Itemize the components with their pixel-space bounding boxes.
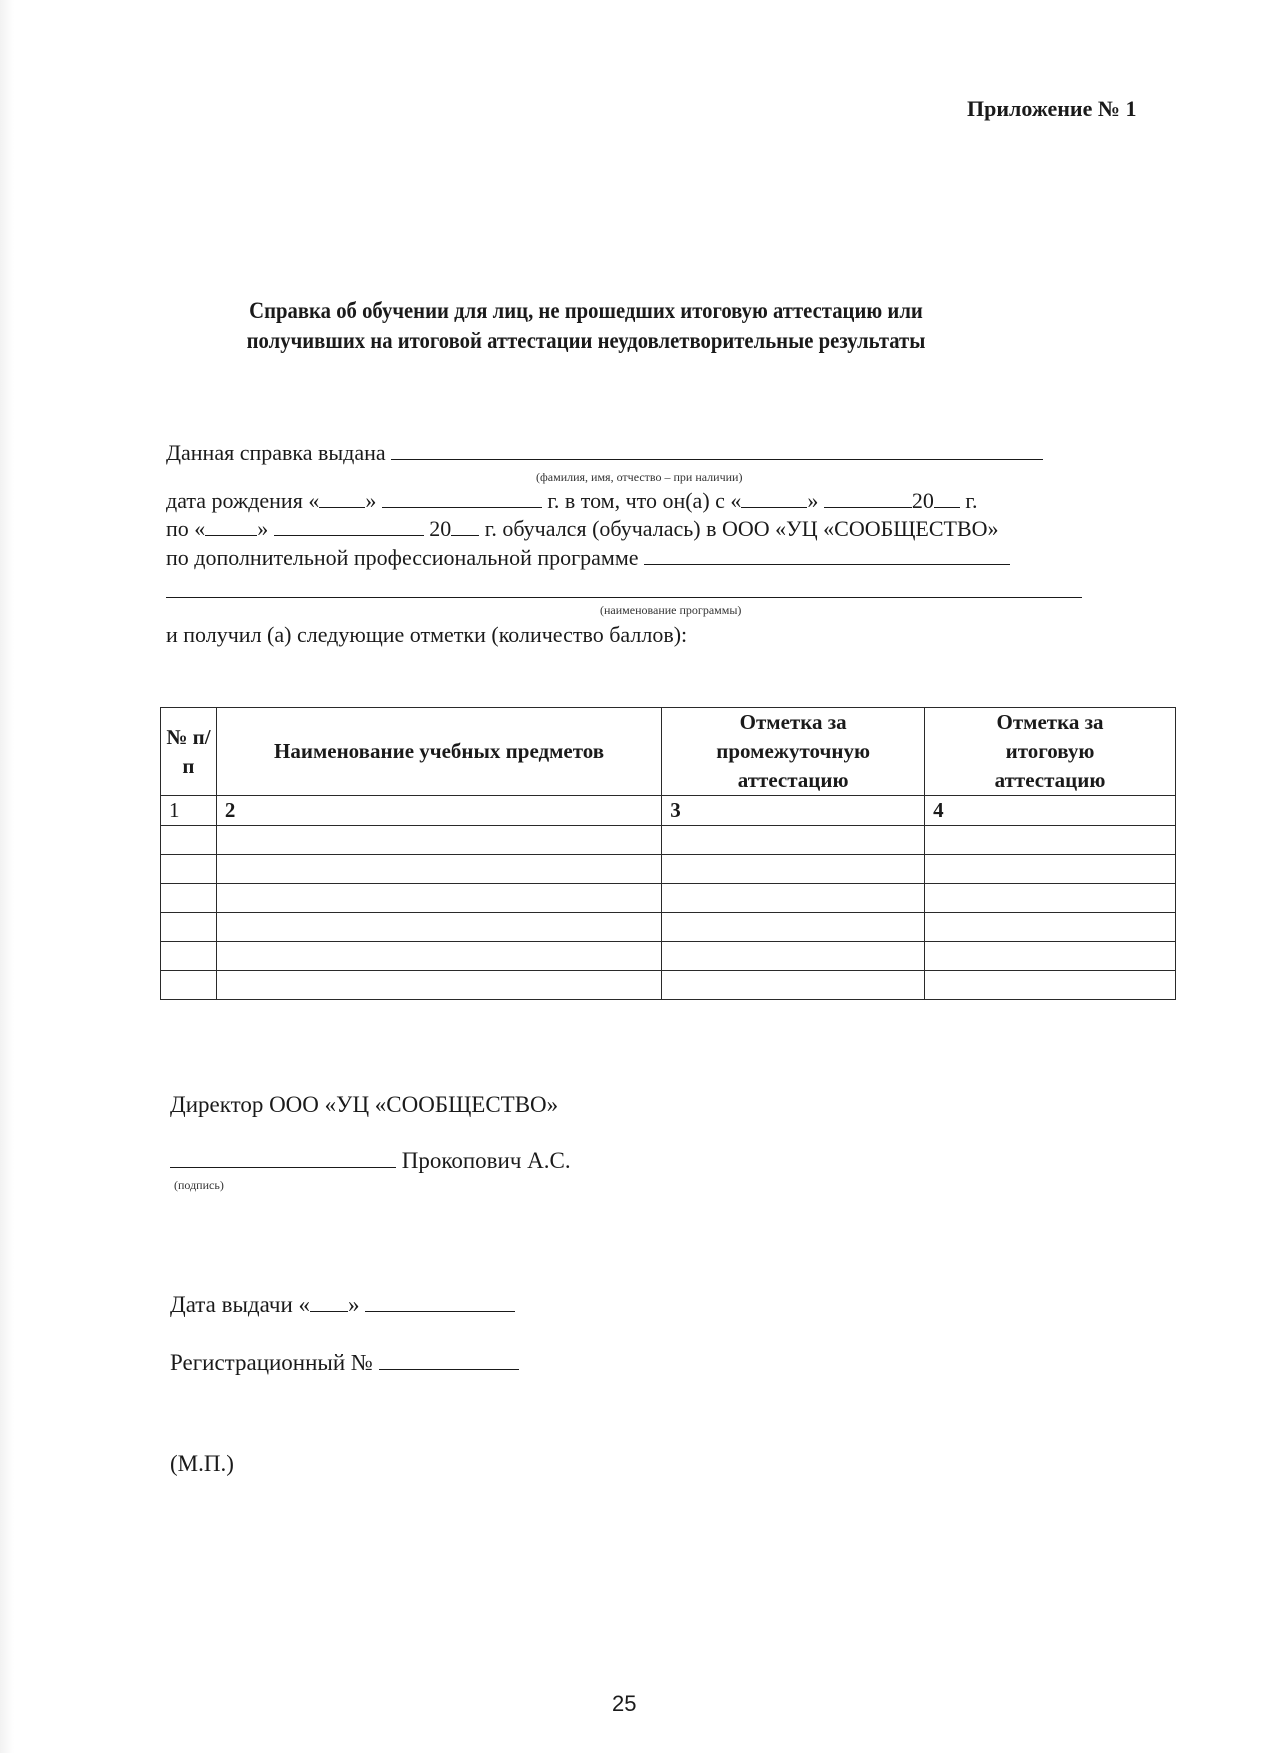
start-day-field[interactable]: [741, 489, 807, 508]
program-line: [166, 545, 1010, 571]
end-year-prefix: 20: [429, 516, 452, 541]
issued-to-line: [166, 440, 1043, 466]
end-day-field[interactable]: [205, 517, 257, 536]
table-row: [161, 942, 1176, 971]
cell-number[interactable]: [161, 942, 217, 971]
birth-date-line: [166, 488, 977, 514]
column-number: 3: [662, 796, 925, 826]
issue-date-label: Дата выдачи «: [170, 1292, 311, 1317]
issue-day-field[interactable]: [310, 1293, 348, 1312]
cell-subject[interactable]: [216, 855, 661, 884]
cell-intermediate-mark[interactable]: [662, 913, 925, 942]
issue-date-line: [170, 1292, 515, 1318]
cell-subject[interactable]: [216, 971, 661, 1000]
registration-label: Регистрационный №: [170, 1350, 373, 1375]
cell-number[interactable]: [161, 913, 217, 942]
end-date-line: [166, 516, 999, 542]
cell-final-mark[interactable]: [925, 913, 1176, 942]
cell-number[interactable]: [161, 884, 217, 913]
birth-month-year-field[interactable]: [382, 489, 542, 508]
program-hint: (наименование программы): [600, 603, 742, 617]
cell-final-mark[interactable]: [925, 826, 1176, 855]
table-row: [161, 855, 1176, 884]
cell-final-mark[interactable]: [925, 971, 1176, 1000]
table-row: [161, 826, 1176, 855]
cell-final-mark[interactable]: [925, 855, 1176, 884]
table-header-row: [161, 708, 1176, 796]
cell-number[interactable]: [161, 971, 217, 1000]
issued-to-hint: (фамилия, имя, отчество – при наличии): [536, 470, 743, 484]
program-field-2[interactable]: [166, 597, 1082, 598]
director-title: Директор ООО «УЦ «СООБЩЕСТВО»: [170, 1092, 559, 1117]
cell-intermediate-mark[interactable]: [662, 971, 925, 1000]
issued-to-label: Данная справка выдана: [166, 440, 386, 465]
table-row: [161, 971, 1176, 1000]
quote-close: »: [365, 488, 377, 513]
header-intermediate: Отметка за промежуточную аттестацию: [662, 708, 925, 796]
cell-final-mark[interactable]: [925, 942, 1176, 971]
table-row: [161, 913, 1176, 942]
cell-intermediate-mark[interactable]: [662, 826, 925, 855]
signature-hint: (подпись): [174, 1178, 224, 1192]
start-month-field[interactable]: [824, 489, 912, 508]
cell-subject[interactable]: [216, 913, 661, 942]
year-suffix: г.: [965, 488, 978, 513]
received-marks-text: и получил (а) следующие отметки (количество баллов):: [166, 622, 688, 647]
page-number: 25: [612, 1691, 637, 1716]
cell-final-mark[interactable]: [925, 884, 1176, 913]
issue-month-year-field[interactable]: [365, 1293, 515, 1312]
start-year-field[interactable]: [934, 489, 960, 508]
cell-subject[interactable]: [216, 884, 661, 913]
start-year-prefix: 20: [911, 488, 934, 513]
studied-text: г. обучался (обучалась) в ООО «УЦ «СООБЩЕСТВО»: [484, 516, 999, 541]
quote-close: »: [807, 488, 819, 513]
column-number: 4: [925, 796, 1176, 826]
registration-number-field[interactable]: [379, 1351, 519, 1370]
end-month-field[interactable]: [274, 517, 424, 536]
table-row: [161, 884, 1176, 913]
birth-day-field[interactable]: [319, 489, 365, 508]
header-number: № п/п: [161, 708, 217, 796]
header-final: Отметка за итоговую аттестацию: [925, 708, 1176, 796]
document-title-line-2: получивших на итоговой аттестации неудовлетворительные результаты: [246, 328, 926, 353]
registration-line: [170, 1350, 519, 1376]
birth-date-label: дата рождения «: [166, 488, 320, 513]
cell-number[interactable]: [161, 826, 217, 855]
program-label: по дополнительной профессиональной программе: [166, 545, 639, 570]
signature-field[interactable]: [170, 1149, 396, 1168]
document-title-line-1: Справка об обучении для лиц, не прошедших итоговую аттестацию или: [249, 298, 923, 323]
cell-intermediate-mark[interactable]: [662, 855, 925, 884]
cell-subject[interactable]: [216, 826, 661, 855]
program-field-1[interactable]: [644, 546, 1010, 565]
column-number-row: [161, 796, 1176, 826]
cell-intermediate-mark[interactable]: [662, 942, 925, 971]
cell-intermediate-mark[interactable]: [662, 884, 925, 913]
document-title: [190, 296, 982, 356]
quote-close: »: [257, 516, 269, 541]
column-number: 1: [161, 796, 217, 826]
stamp-placeholder: (М.П.): [170, 1451, 234, 1476]
scan-edge-artifact: [0, 0, 14, 1753]
header-subject: Наименование учебных предметов: [216, 708, 661, 796]
director-signature-line: [170, 1148, 571, 1174]
quote-close: »: [348, 1292, 360, 1317]
end-year-field[interactable]: [451, 517, 479, 536]
column-number: 2: [216, 796, 661, 826]
cell-subject[interactable]: [216, 942, 661, 971]
issued-to-field[interactable]: [391, 441, 1043, 460]
appendix-label: Приложение № 1: [967, 96, 1137, 121]
cell-number[interactable]: [161, 855, 217, 884]
that-text: г. в том, что он(а) с «: [547, 488, 742, 513]
to-label: по «: [166, 516, 206, 541]
director-name: Прокопович А.С.: [401, 1148, 571, 1173]
grades-table: [160, 707, 1176, 1000]
